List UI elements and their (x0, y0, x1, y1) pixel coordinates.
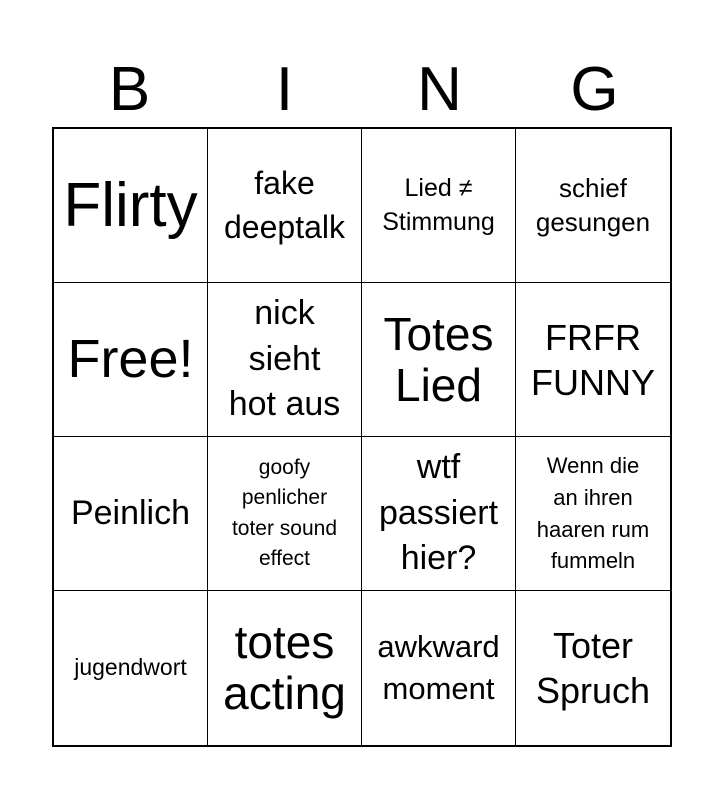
bingo-cell[interactable] (54, 129, 208, 283)
free-space-label: Free! (67, 329, 194, 390)
cell-label: Toter Spruch (535, 625, 651, 711)
bingo-board (52, 127, 672, 747)
cell-label: Totes Lied (383, 307, 494, 411)
cell-label: jugendwort (74, 654, 187, 681)
bingo-cell[interactable] (208, 437, 362, 591)
bingo-cell[interactable] (208, 283, 362, 437)
cell-label: FRFR FUNNY (531, 316, 655, 403)
cell-label: schief gesungen (535, 172, 651, 237)
bingo-cell[interactable] (208, 591, 362, 745)
cell-label: Flirty (63, 170, 198, 240)
bingo-cell[interactable] (516, 283, 670, 437)
cell-label: wtf passiert hier? (378, 447, 499, 578)
header-letter-i: I (275, 55, 294, 124)
bingo-cell[interactable] (362, 437, 516, 591)
bingo-cell[interactable] (362, 283, 516, 437)
cell-label: nick sieht hot aus (228, 293, 341, 424)
bingo-cell[interactable] (516, 591, 670, 745)
cell-label: Wenn die an ihren haaren rum fummeln (536, 452, 650, 574)
bingo-cell[interactable] (208, 129, 362, 283)
bingo-cell[interactable] (54, 591, 208, 745)
header-letter-n: N (417, 55, 462, 124)
bingo-cell-free[interactable] (54, 283, 208, 437)
cell-label: goofy penlicher toter sound effect (231, 455, 338, 570)
bingo-header (52, 52, 672, 128)
cell-label: Peinlich (70, 493, 191, 532)
header-letter-g: G (570, 55, 619, 124)
bingo-cell[interactable] (362, 591, 516, 745)
cell-label: totes acting (223, 616, 346, 719)
cell-label: fake deeptalk (224, 165, 345, 245)
bingo-cell[interactable] (516, 437, 670, 591)
cell-label: awkward moment (377, 629, 500, 706)
header-letter-b: B (108, 55, 151, 124)
bingo-cell[interactable] (54, 437, 208, 591)
cell-label: Lied ≠ Stimmung (382, 173, 495, 236)
bingo-cell[interactable] (516, 129, 670, 283)
bingo-cell[interactable] (362, 129, 516, 283)
